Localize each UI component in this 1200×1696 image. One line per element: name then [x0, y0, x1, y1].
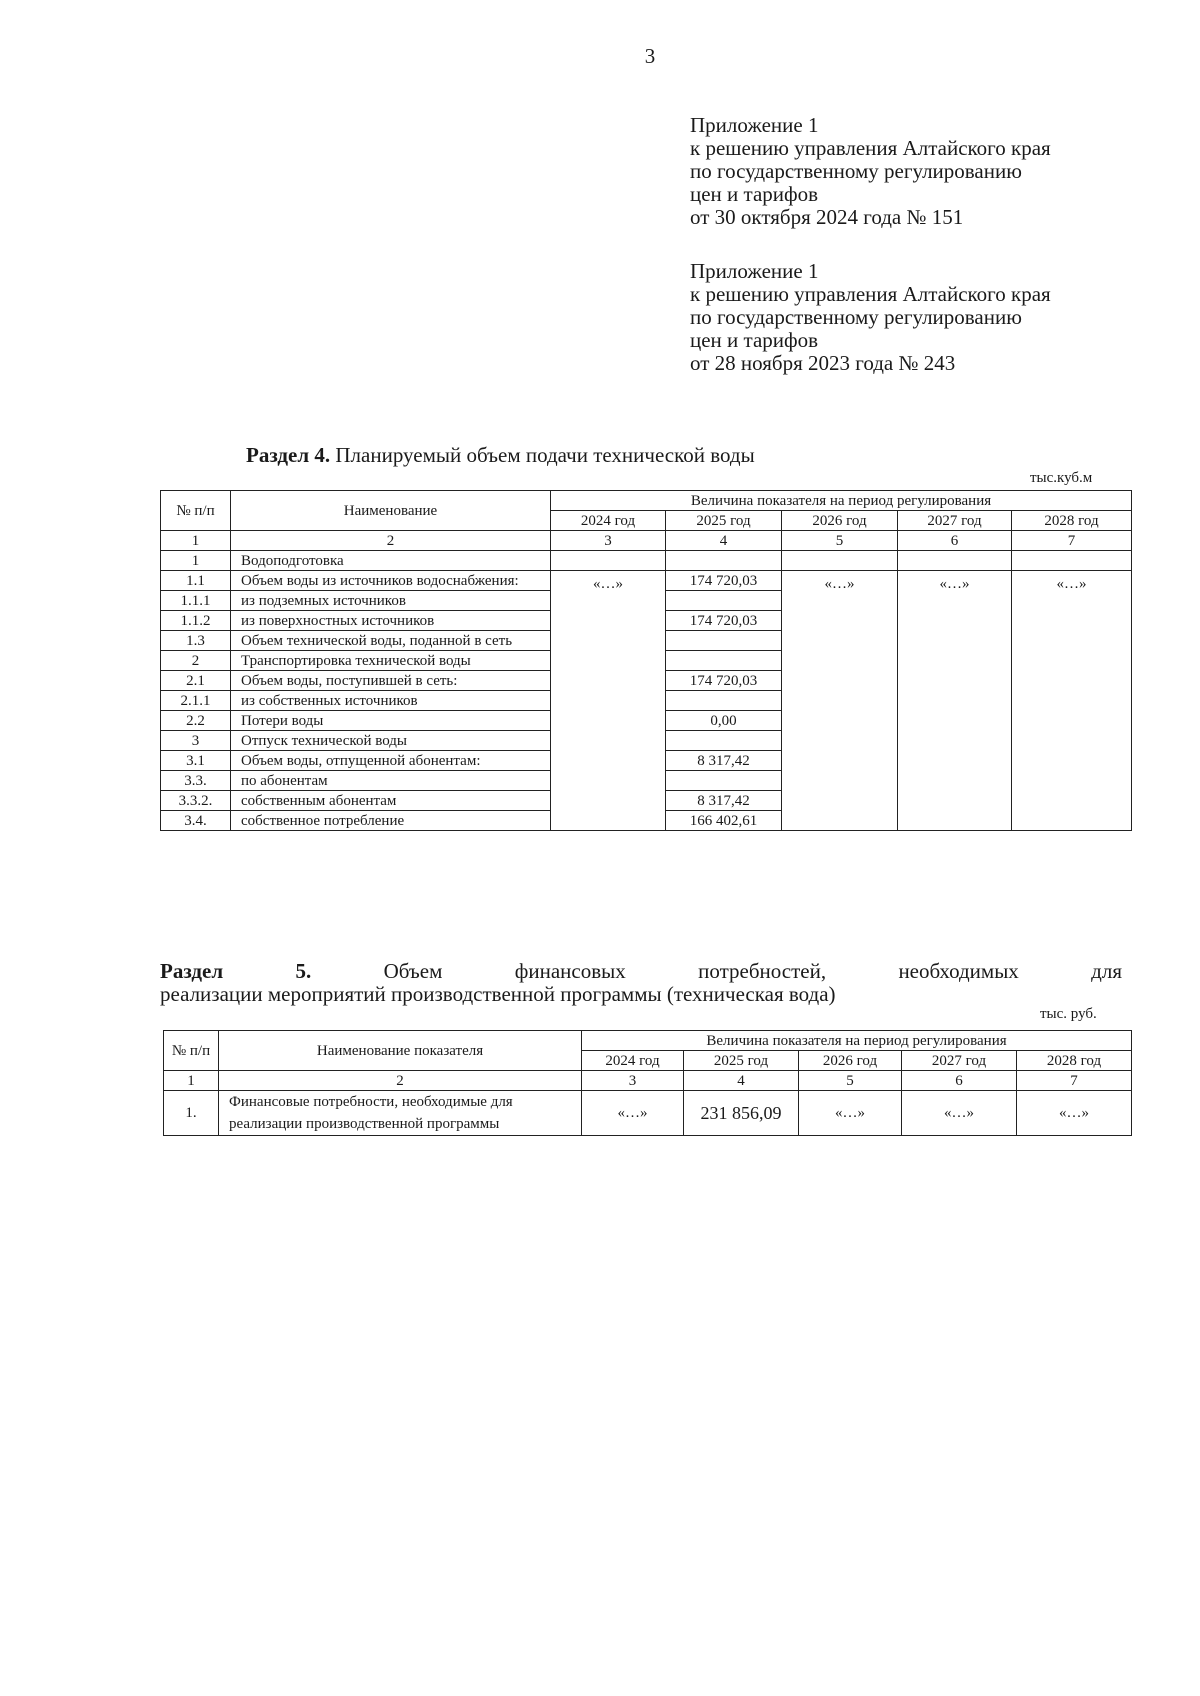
row-name: Объем воды из источников водоснабжения: [231, 571, 551, 591]
column-number: 5 [799, 1071, 902, 1091]
cell-2025 [666, 771, 782, 791]
header-name: Наименование [231, 491, 551, 531]
attachment-line: по государственному регулированию [690, 159, 1022, 183]
header-year: 2028 год [1017, 1051, 1132, 1071]
table-row [161, 551, 1132, 571]
section-5-word: для [1091, 959, 1122, 983]
section-5-title [160, 960, 1122, 1006]
cell-2026-placeholder: «…» [782, 571, 898, 831]
attachment-line: от 28 ноября 2023 года № 243 [690, 351, 956, 375]
cell-2025: 174 720,03 [666, 571, 782, 591]
attachment-line: Приложение 1 [690, 259, 819, 283]
column-number: 7 [1017, 1071, 1132, 1091]
header-year: 2026 год [782, 511, 898, 531]
table-row [164, 1091, 1132, 1136]
row-num: 3 [161, 731, 231, 751]
cell-2025: 174 720,03 [666, 671, 782, 691]
page-number: 3 [644, 44, 656, 68]
cell-2025 [666, 551, 782, 571]
header-year: 2024 год [551, 511, 666, 531]
row-name: Объем технической воды, поданной в сеть [231, 631, 551, 651]
row-name: собственным абонентам [231, 791, 551, 811]
cell-2025 [666, 631, 782, 651]
header-num: № п/п [164, 1031, 219, 1071]
cell-2028-placeholder: «…» [1012, 571, 1132, 831]
row-name: из поверхностных источников [231, 611, 551, 631]
cell-2025: 8 317,42 [666, 751, 782, 771]
section-4-table [160, 490, 1132, 831]
cell-2028: «…» [1017, 1091, 1132, 1136]
cell-2024: «…» [582, 1091, 684, 1136]
row-num: 2.1.1 [161, 691, 231, 711]
attachment-line: от 30 октября 2024 года № 151 [690, 205, 964, 229]
row-name: Потери воды [231, 711, 551, 731]
row-name: из подземных источников [231, 591, 551, 611]
section-4-title-bold: Раздел 4. [246, 443, 331, 467]
attachment-line: цен и тарифов [690, 328, 819, 352]
section-5-word: Объем [383, 959, 443, 983]
row-name: Отпуск технической воды [231, 731, 551, 751]
header-year: 2024 год [582, 1051, 684, 1071]
cell-2025 [666, 651, 782, 671]
cell-2024 [551, 551, 666, 571]
attachment-line: по государственному регулированию [690, 305, 1022, 329]
attachment-line: Приложение 1 [690, 113, 819, 137]
header-year: 2027 год [898, 511, 1012, 531]
row-name: Финансовые потребности, необходимые для реализации производственной программы [219, 1091, 582, 1136]
row-num: 3.4. [161, 811, 231, 831]
header-year: 2026 год [799, 1051, 902, 1071]
header-period: Величина показателя на период регулирования [551, 491, 1132, 511]
cell-2025: 174 720,03 [666, 611, 782, 631]
cell-2024-placeholder: «…» [551, 571, 666, 831]
column-number: 3 [582, 1071, 684, 1091]
row-num: 3.3.2. [161, 791, 231, 811]
row-num: 3.1 [161, 751, 231, 771]
section-5-word: финансовых [514, 959, 626, 983]
cell-2028 [1012, 551, 1132, 571]
table-row [161, 571, 1132, 591]
column-number: 4 [666, 531, 782, 551]
row-num: 1.1 [161, 571, 231, 591]
row-num: 2 [161, 651, 231, 671]
section-4-units: тыс.куб.м [1030, 470, 1093, 486]
cell-2025: 231 856,09 [684, 1091, 799, 1136]
header-year: 2027 год [902, 1051, 1017, 1071]
cell-2026 [782, 551, 898, 571]
cell-2025 [666, 731, 782, 751]
header-year: 2028 год [1012, 511, 1132, 531]
attachment-block-2 [690, 260, 1051, 375]
cell-2025 [666, 591, 782, 611]
cell-2027-placeholder: «…» [898, 571, 1012, 831]
cell-2026: «…» [799, 1091, 902, 1136]
column-number: 5 [782, 531, 898, 551]
header-name: Наименование показателя [219, 1031, 582, 1071]
column-number: 3 [551, 531, 666, 551]
section-4-title-rest: Планируемый объем подачи технической воды [330, 443, 755, 467]
row-num: 1.3 [161, 631, 231, 651]
header-num: № п/п [161, 491, 231, 531]
row-name: собственное потребление [231, 811, 551, 831]
row-name: Объем воды, отпущенной абонентам: [231, 751, 551, 771]
row-name: Водоподготовка [231, 551, 551, 571]
section-5-table [163, 1030, 1132, 1136]
section-5-word: необходимых [898, 959, 1019, 983]
attachment-line: цен и тарифов [690, 182, 819, 206]
header-year: 2025 год [684, 1051, 799, 1071]
row-name: Транспортировка технической воды [231, 651, 551, 671]
column-number: 1 [161, 531, 231, 551]
cell-2027 [898, 551, 1012, 571]
section-5-word: Раздел [160, 959, 224, 983]
row-name: по абонентам [231, 771, 551, 791]
cell-2025: 166 402,61 [666, 811, 782, 831]
attachment-line: к решению управления Алтайского края [690, 282, 1051, 306]
column-number: 6 [902, 1071, 1017, 1091]
header-period: Величина показателя на период регулирования [582, 1031, 1132, 1051]
row-num: 1.1.2 [161, 611, 231, 631]
section-5-word: потребностей, [698, 959, 827, 983]
section-5-title-line2: реализации мероприятий производственной программы (техническая вода) [160, 982, 836, 1006]
cell-2025 [666, 691, 782, 711]
column-number: 4 [684, 1071, 799, 1091]
row-num: 3.3. [161, 771, 231, 791]
section-4-title [246, 444, 755, 467]
column-number: 2 [219, 1071, 582, 1091]
row-num: 1 [161, 551, 231, 571]
cell-2027: «…» [902, 1091, 1017, 1136]
section-5-word: 5. [295, 959, 312, 983]
column-number: 7 [1012, 531, 1132, 551]
row-num: 2.2 [161, 711, 231, 731]
section-5-title-line1 [160, 960, 1122, 983]
column-number: 2 [231, 531, 551, 551]
row-name: из собственных источников [231, 691, 551, 711]
row-num: 1.1.1 [161, 591, 231, 611]
row-num: 2.1 [161, 671, 231, 691]
header-year: 2025 год [666, 511, 782, 531]
column-number: 6 [898, 531, 1012, 551]
row-num: 1. [164, 1091, 219, 1136]
column-number: 1 [164, 1071, 219, 1091]
cell-2025: 0,00 [666, 711, 782, 731]
section-5-units: тыс. руб. [1040, 1006, 1097, 1022]
attachment-line: к решению управления Алтайского края [690, 136, 1051, 160]
row-name: Объем воды, поступившей в сеть: [231, 671, 551, 691]
cell-2025: 8 317,42 [666, 791, 782, 811]
attachment-block-1 [690, 114, 1051, 229]
